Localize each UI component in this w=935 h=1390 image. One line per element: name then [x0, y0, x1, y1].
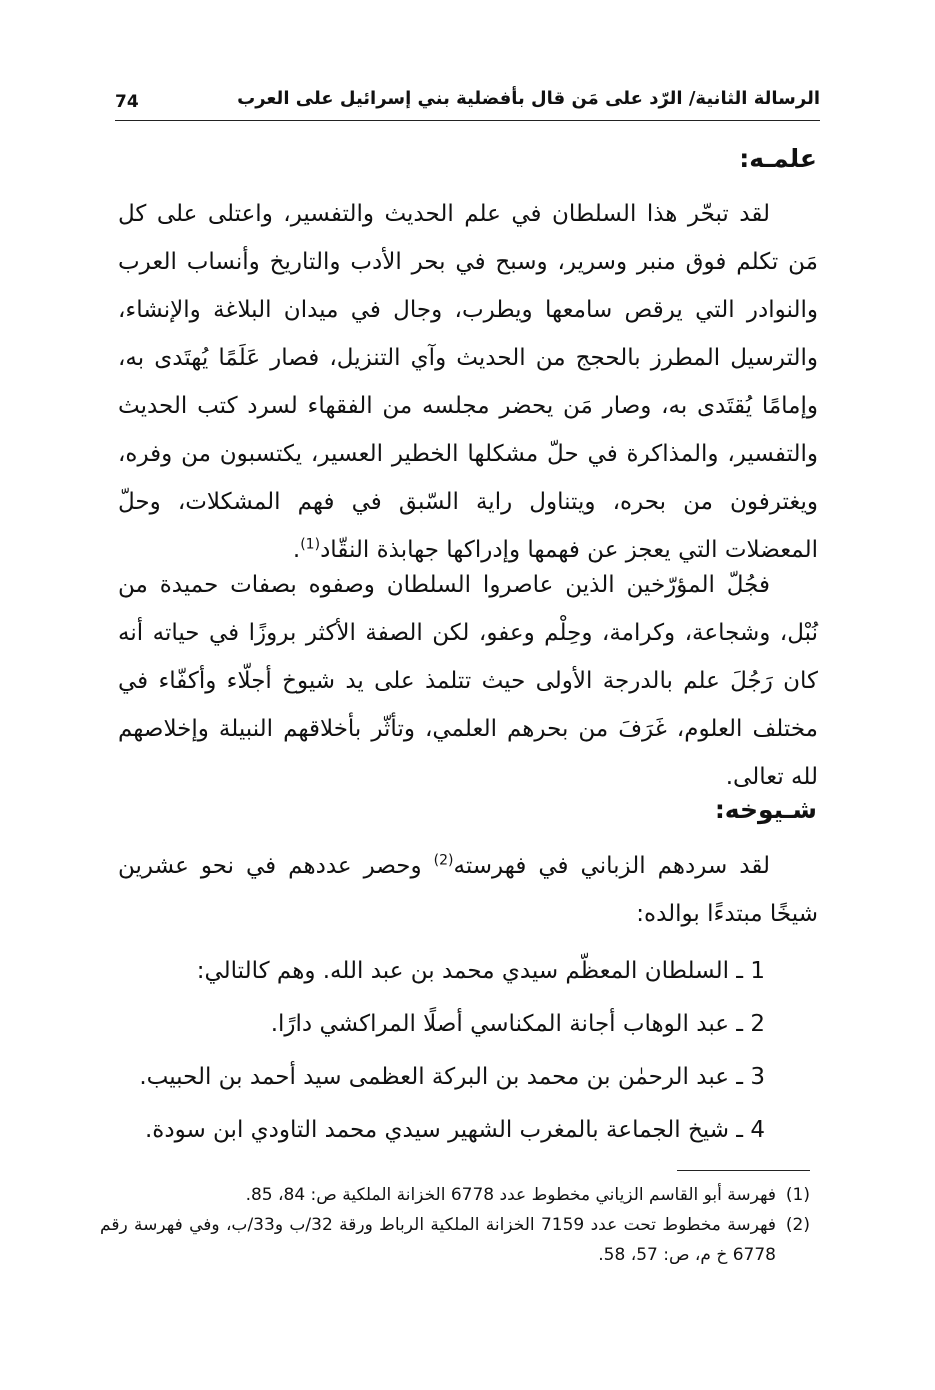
- paragraph-historians: فجُلّ المؤرّخين الذين عاصروا السلطان وصفوه بصفات حميدة من نُبْل، وشجاعة، وكرامة، وحِلْم وعفو، لكن الصفة الأكثر بروزًا في حياته أنه كان رَجُلَ علم بالدرجة الأولى حيث تتلمذ على يد شيوخ أجلّاء وأكفّاء في مختلف العلوم، غَرَفَ من بحرهم العلمي، وتأثّر بأخلاقهم النبيلة وإخلاصهم لله تعالى.: [118, 572, 818, 790]
- list-item: 3 ـ عبد الرحمٰن بن محمد بن البركة العظمى سيد أحمد بن الحبيب.: [139, 1064, 765, 1090]
- running-header: [115, 86, 820, 120]
- footnote-rule: [677, 1170, 810, 1171]
- page-number: 74: [115, 92, 139, 112]
- paragraph-teachers-intro: [118, 842, 818, 938]
- list-item: 2 ـ عبد الوهاب أجانة المكناسي أصلًا المراكشي دارًا.: [270, 1011, 765, 1037]
- paragraph-end: .: [292, 537, 301, 563]
- footnote-ref-1: (1): [300, 536, 321, 553]
- footnote-1: [100, 1180, 810, 1210]
- footnote-number: (1): [785, 1185, 810, 1205]
- paragraph-text: لقد تبحّر هذا السلطان في علم الحديث والتفسير، واعتلى على كل مَن تكلم فوق منبر وسرير، وسبح في بحر الأدب والتاريخ وأنساب العرب والنوادر التي يرقص سامعها ويطرب، وجال في ميدان البلاغة والإنشاء، والترسيل المطرز بالحجج من الحديث وآي التنزيل، فصار عَلَمًا يُهتَدى به، وإمامًا يُقتَدى به، وصار مَن يحضر مجلسه من الفقهاء لسرد كتب الحديث والتفسير، والمذاكرة في حلّ مشكلها الخطير العسير، يكتسبون من وفره، ويغترفون من بحره، ويتناول راية السّبق في فهم المشكلات، وحلّ المعضلات التي يعجز عن فهمها وإدراكها جهابذة النقّاد: [118, 201, 818, 563]
- paragraph-text: لقد سردهم الزباني في فهرسته: [453, 853, 770, 879]
- teachers-list: [110, 946, 765, 1158]
- header-title: الرسالة الثانية/ الرّد على مَن قال بأفضلية بني إسرائيل على العرب: [237, 88, 820, 109]
- header-rule: [115, 120, 820, 121]
- paragraph-knowledge: [118, 190, 818, 574]
- list-item: 1 ـ السلطان المعظّم سيدي محمد بن عبد الله. وهم كالتالي:: [196, 958, 765, 984]
- section-heading-teachers: شـيوخه:: [714, 795, 817, 824]
- footnote-ref-2: (2): [433, 852, 454, 869]
- footnote-text: فهرسة أبو القاسم الزياني مخطوط عدد 6778 الخزانة الملكية ص: 84، 85.: [245, 1185, 776, 1205]
- footnote-2: [100, 1210, 810, 1270]
- footnote-text: فهرسة مخطوط تحت عدد 7159 الخزانة الملكية الرباط ورقة 32/ب و33/ب، وفي فهرسة رقم 6778 خ م، ص: 57، 58.: [100, 1215, 776, 1265]
- footnote-number: (2): [785, 1215, 810, 1235]
- section-heading-knowledge: علمـه:: [739, 144, 817, 173]
- list-item: 4 ـ شيخ الجماعة بالمغرب الشهير سيدي محمد التاودي ابن سودة.: [144, 1117, 765, 1143]
- paragraph-text-after: وحصر عددهم في نحو عشرين شيخًا مبتدءًا بوالده:: [118, 853, 818, 927]
- footnotes: [100, 1180, 810, 1270]
